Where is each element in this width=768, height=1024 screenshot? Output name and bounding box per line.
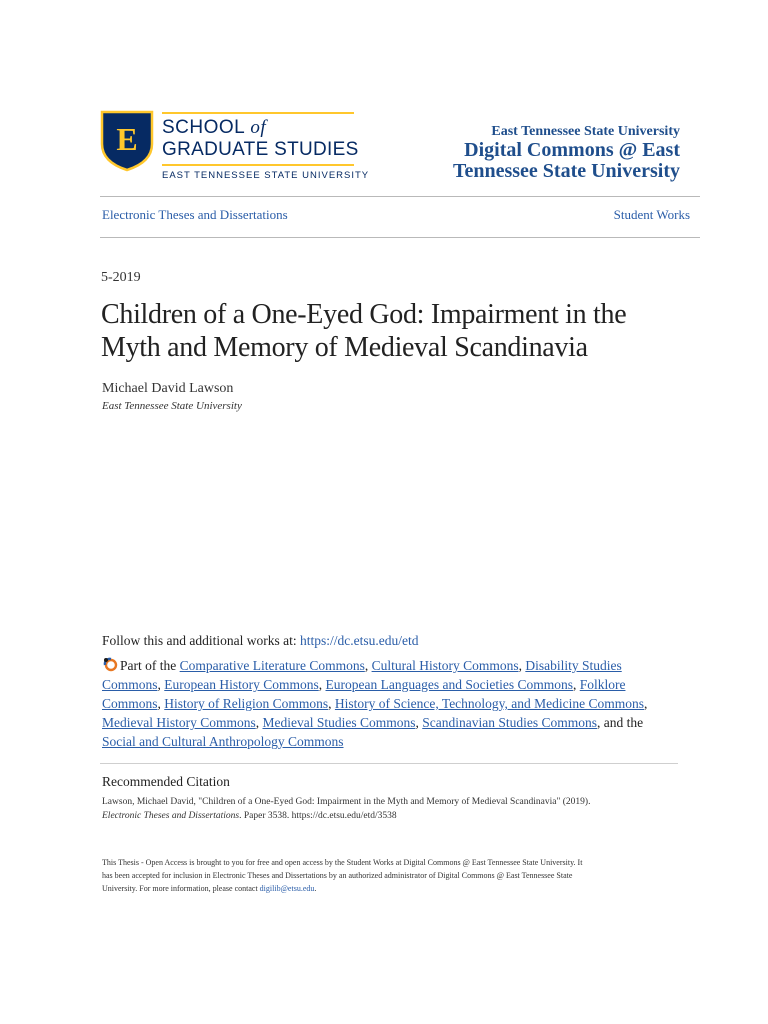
breadcrumb-link-student-works[interactable]: Student Works xyxy=(613,207,690,222)
link-separator: , xyxy=(364,658,372,673)
commons-link[interactable]: History of Science, Technology, and Medicine Commons xyxy=(334,696,645,711)
link-separator: , xyxy=(415,715,423,730)
part-of-commons xyxy=(102,656,662,751)
link-separator: , and the xyxy=(597,715,644,730)
fine-print xyxy=(102,856,682,895)
citation-rest: . Paper 3538. https://dc.etsu.edu/etd/3538 xyxy=(239,811,397,821)
gold-rule xyxy=(162,164,354,166)
breadcrumb xyxy=(102,207,690,223)
author-name: Michael David Lawson xyxy=(102,381,234,396)
part-of-lead: Part of the xyxy=(120,658,180,673)
gold-rule xyxy=(162,112,354,114)
institution-name[interactable] xyxy=(453,124,680,182)
school-line3: EAST TENNESSEE STATE UNIVERSITY xyxy=(162,170,370,181)
publication-date: 5-2019 xyxy=(101,270,141,285)
commons-link[interactable]: Medieval Studies Commons xyxy=(262,715,416,730)
author-affiliation: East Tennessee State University xyxy=(102,400,242,412)
breadcrumb-link-etd[interactable]: Electronic Theses and Dissertations xyxy=(102,207,288,222)
commons-link[interactable]: Cultural History Commons xyxy=(371,658,519,673)
open-access-icon xyxy=(102,656,118,672)
link-separator: , xyxy=(572,677,580,692)
commons-link[interactable]: Social and Cultural Anthropology Commons xyxy=(102,734,344,749)
title-line2: Myth and Memory of Medieval Scandinavia xyxy=(101,332,588,363)
contact-email-link[interactable]: digilib@etsu.edu xyxy=(259,884,315,893)
title-line1: Children of a One-Eyed God: Impairment in the xyxy=(101,299,627,330)
commons-link[interactable]: Medieval History Commons xyxy=(102,715,256,730)
fine-print-line3: University. For more information, please contact digilib@etsu.edu. xyxy=(102,884,317,893)
link-separator: , xyxy=(255,715,263,730)
school-logo[interactable] xyxy=(100,108,370,184)
fine-print-line2: has been accepted for inclusion in Electronic Theses and Dissertations by an authorized administrator of Digital Commons @ East Tennessee State xyxy=(102,871,573,880)
institution-line2: Digital Commons @ East xyxy=(464,139,680,161)
link-separator: , xyxy=(644,696,648,711)
follow-line xyxy=(102,633,418,649)
divider xyxy=(100,237,700,238)
citation-line1: Lawson, Michael David, "Children of a One-Eyed God: Impairment in the Myth and Memory of Medieval Scandinavia" (2019). xyxy=(102,797,591,807)
divider xyxy=(100,763,678,764)
link-separator: , xyxy=(157,696,165,711)
commons-link[interactable]: Folklore Commons xyxy=(102,677,626,711)
fine-print-line1: This Thesis - Open Access is brought to you for free and open access by the Student Works at Digital Commons @ East Tennessee State University. It xyxy=(102,858,583,867)
header xyxy=(100,108,690,188)
link-separator: , xyxy=(318,677,326,692)
follow-text: Follow this and additional works at: xyxy=(102,633,300,648)
school-wordmark xyxy=(162,112,370,181)
commons-link[interactable]: Comparative Literature Commons xyxy=(179,658,365,673)
divider xyxy=(100,196,700,197)
school-line1: SCHOOL of xyxy=(162,117,267,138)
link-separator: , xyxy=(328,696,335,711)
commons-link[interactable]: History of Religion Commons xyxy=(164,696,329,711)
commons-link[interactable]: European History Commons xyxy=(164,677,319,692)
commons-link[interactable]: Scandinavian Studies Commons xyxy=(422,715,597,730)
citation-line2 xyxy=(102,809,702,823)
citation-text xyxy=(102,795,702,823)
school-line2: GRADUATE STUDIES xyxy=(162,139,359,160)
institution-line1: East Tennessee State University xyxy=(491,124,680,139)
institution-line3: Tennessee State University xyxy=(452,160,680,182)
citation-heading: Recommended Citation xyxy=(102,774,230,789)
link-separator: , xyxy=(518,658,526,673)
commons-link-list xyxy=(102,658,647,749)
commons-link[interactable]: Disability Studies Commons xyxy=(102,658,622,692)
link-separator: , xyxy=(157,677,165,692)
commons-link[interactable]: European Languages and Societies Commons xyxy=(325,677,573,692)
citation-series: Electronic Theses and Dissertations xyxy=(102,811,240,821)
follow-link[interactable]: https://dc.etsu.edu/etd xyxy=(300,633,419,648)
shield-letter: E xyxy=(116,121,138,157)
etsu-shield-icon xyxy=(100,110,154,172)
document-title xyxy=(101,298,701,364)
